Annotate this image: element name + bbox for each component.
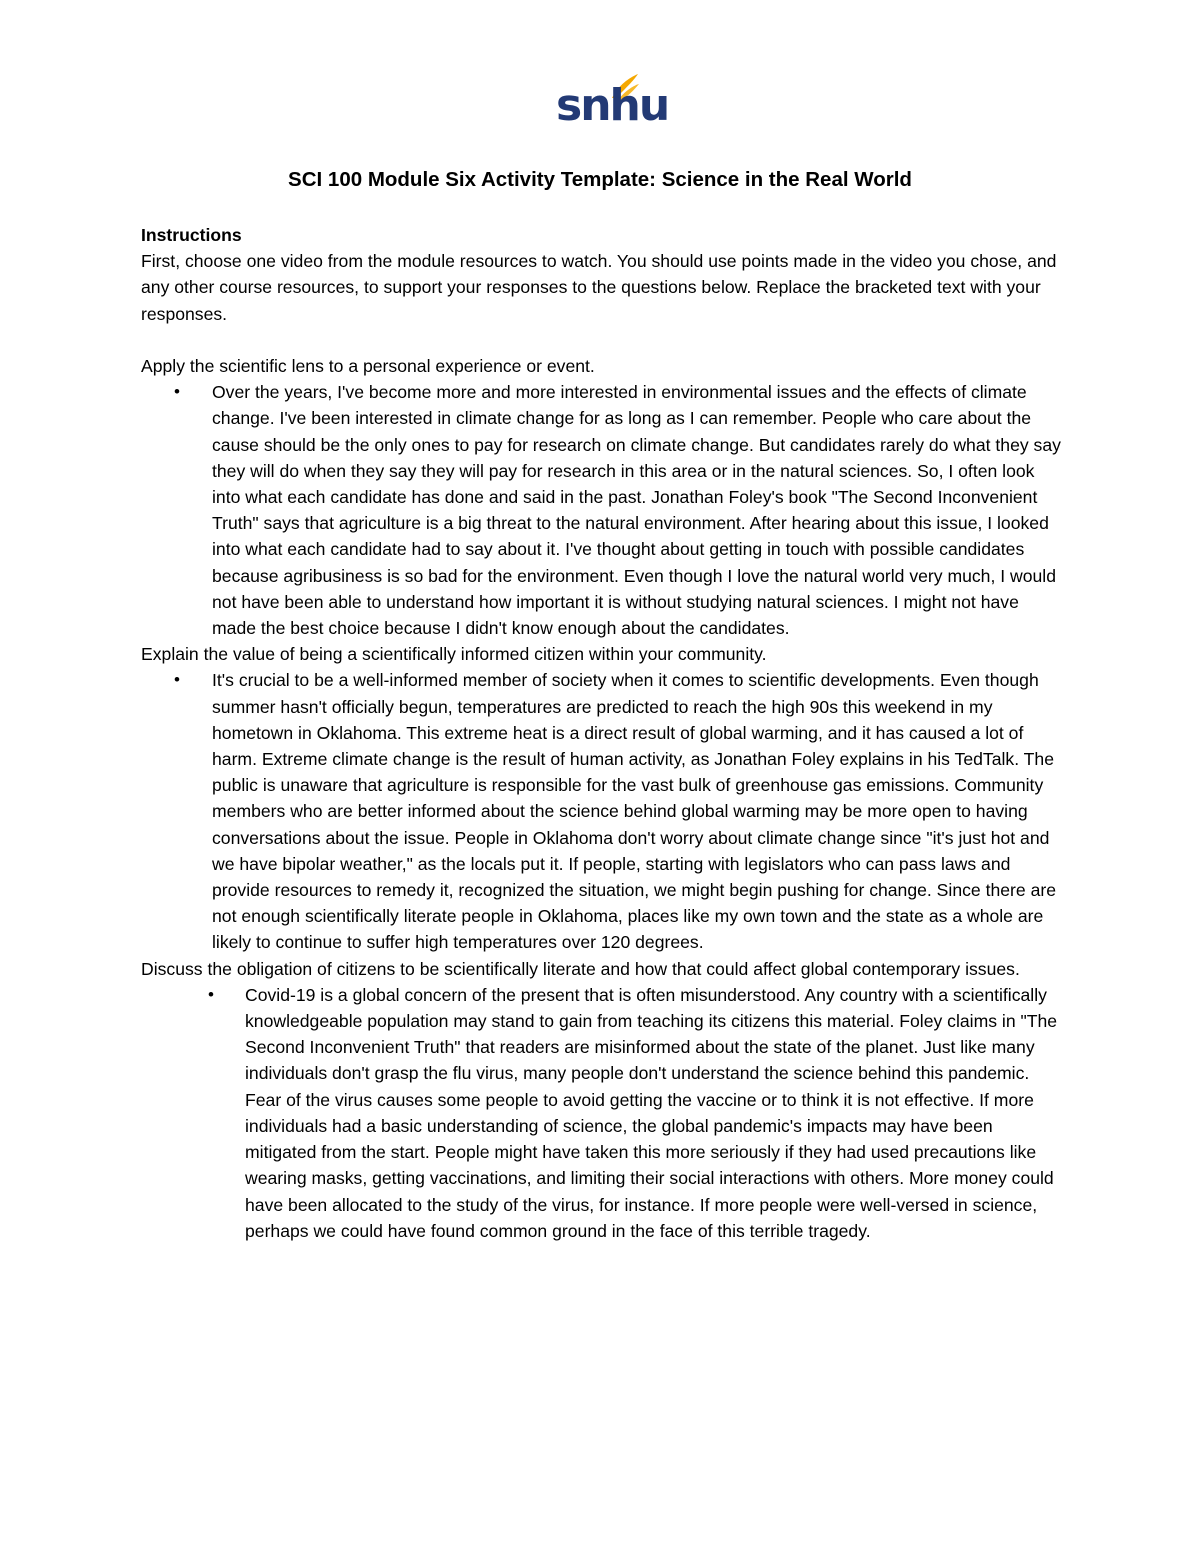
bullet-icon: •: [174, 670, 180, 690]
response-text-2: It's crucial to be a well-informed member of society when it comes to scientific developments. Even though summer hasn't officially begun, temperatures are predicted to reach the high 90s this weekend in my hometown in Oklahoma. This extreme heat is a direct result of global warming, and it has caused a lot of harm. Extreme climate change is the result of human activity, as Jonathan Foley explains in his TedTalk. The public is unaware that agriculture is responsible for the vast bulk of greenhouse gas emissions. Community members who are better informed about the science behind global warming may be more open to having conversations about the issue. People in Oklahoma don't worry about climate change since "it's just hot and we have bipolar weather," as the locals put it. If people, starting with legislators who can pass laws and provide resources to remedy it, recognized the situation, we might begin pushing for change. Since there are not enough scientifically literate people in Oklahoma, places like my own town and the state as a whole are likely to continue to suffer high temperatures over 120 degrees.: [212, 670, 1057, 953]
question-prompt-2: Explain the value of being a scientifically informed citizen within your community.: [141, 644, 767, 665]
paragraph-gap: [141, 327, 1066, 353]
document-title: SCI 100 Module Six Activity Template: Science in the Real World: [288, 168, 912, 191]
response-list-1: [141, 379, 1066, 641]
response-item-3: [141, 982, 1066, 1244]
response-text-3: Covid-19 is a global concern of the present that is often misunderstood. Any country with a scientifically knowledgeable population may stand to gain from teaching its citizens this material. Foley claims in "The Second Inconvenient Truth" that readers are misinformed about the state of the planet. Just like many individuals don't grasp the flu virus, many people don't understand the science behind this pandemic. Fear of the virus causes some people to avoid getting the vaccine or to think it is not effective. If more individuals had a basic understanding of science, the global pandemic's impacts may have been mitigated from the start. People might have taken this more seriously if they had used precautions like wearing masks, getting vaccinations, and limiting their social interactions with others. More money could have been allocated to the study of the virus, for instance. If more people were well-versed in science, perhaps we could have found common ground in the face of this terrible tragedy.: [245, 984, 1058, 1241]
response-item-2: [141, 667, 1066, 955]
response-text-1: Over the years, I've become more and more interested in environmental issues and the effects of climate change. I've been interested in climate change for as long as I can remember. People who care about the cause should be the only ones to pay for research on climate change. But candidates rarely do what they say they will do when they say they will pay for research in this area or in the natural sciences. So, I often look into what each candidate has done and said in the past. Jonathan Foley's book "The Second Inconvenient Truth" says that agriculture is a big threat to the natural environment. After hearing about this issue, I looked into what each candidate had to say about it. I've thought about getting in touch with possible candidates because agribusiness is so bad for the environment. Even though I love the natural world very much, I would not have been able to understand how important it is without studying natural sciences. I might not have made the best choice because I didn't know enough about the candidates.: [212, 382, 1061, 639]
logo-wordmark: snhu: [556, 80, 669, 131]
instructions-text: First, choose one video from the module resources to watch. You should use points made in the video you chose, and any other course resources, to support your responses to the questions below. Replace the bracketed text with your responses.: [141, 251, 1057, 324]
question-prompt-1: Apply the scientific lens to a personal experience or event.: [141, 356, 595, 376]
response-list-2: [141, 667, 1066, 955]
question-prompt-3: Discuss the obligation of citizens to be scientifically literate and how that could affect global contemporary issues.: [141, 958, 1020, 979]
response-list-3: [141, 982, 1066, 1244]
document-body: [141, 222, 1066, 1244]
instructions-heading: Instructions: [141, 225, 242, 245]
bullet-icon: •: [208, 984, 214, 1004]
response-item-1: [141, 379, 1066, 641]
bullet-icon: •: [174, 382, 180, 402]
snhu-logo: [556, 72, 669, 132]
